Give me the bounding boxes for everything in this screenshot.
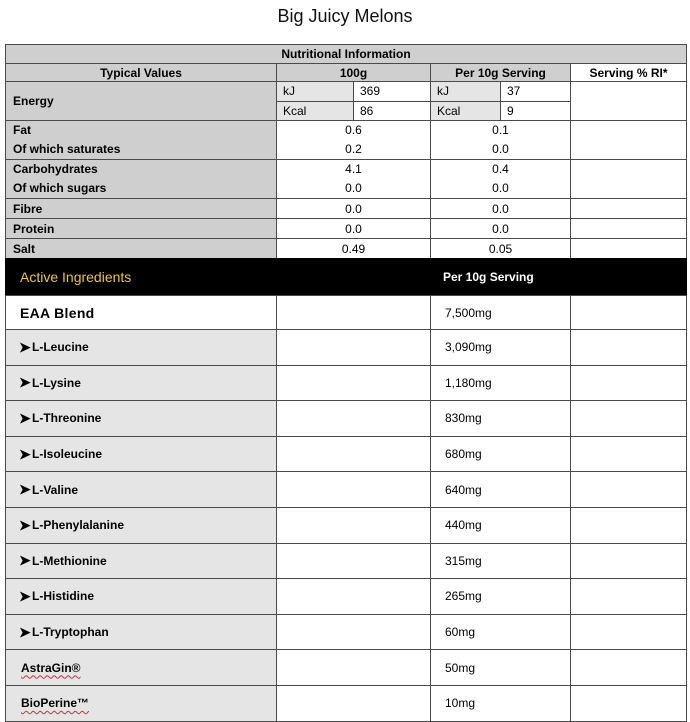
- ingredient-label-cell: [5, 365, 277, 402]
- carbs-label: Carbohydrates: [13, 162, 98, 176]
- eaa-blend-label: EAA Blend: [5, 295, 277, 330]
- col-typical-values: Typical Values: [5, 63, 277, 82]
- energy-10g: [430, 81, 571, 121]
- ingredient-label: L-Methionine: [32, 553, 107, 568]
- ingredient-value: 440mg: [430, 507, 571, 544]
- carbs-ri: [570, 159, 687, 199]
- protein-100g: 0.0: [276, 218, 431, 239]
- ingredient-value: 1,180mg: [430, 365, 571, 402]
- column-header-row: [5, 63, 686, 81]
- protein-ri: [570, 218, 687, 239]
- sugars-100g: 0.0: [345, 181, 362, 195]
- col-ri: Serving % RI*: [570, 63, 687, 82]
- kcal-10g: 9: [507, 103, 514, 118]
- unit-kcal: Kcal: [437, 103, 461, 118]
- ingredient-value: 60mg: [430, 614, 571, 651]
- energy-100g: [276, 81, 431, 121]
- ingredient-label: L-Isoleucine: [32, 447, 103, 462]
- salt-row: [5, 238, 686, 258]
- eaa-blend-value: 7,500mg: [430, 295, 571, 330]
- protein-10g: 0.0: [430, 218, 571, 239]
- bullet-arrow-icon: ➤: [19, 374, 31, 391]
- fat-100g: 0.6: [345, 123, 362, 137]
- ingredient-label-cell: [5, 578, 277, 615]
- sugars-10g: 0.0: [492, 181, 509, 195]
- kcal-100g: 86: [360, 103, 374, 118]
- ingredient-value: 640mg: [430, 471, 571, 508]
- ingredient-value: 3,090mg: [430, 329, 571, 366]
- ingredient-row: [5, 507, 686, 543]
- ingredient-row: [5, 329, 686, 365]
- protein-row: [5, 218, 686, 238]
- ingredient-row: [5, 578, 686, 614]
- sugars-label: Of which sugars: [13, 181, 107, 195]
- col-100g: 100g: [276, 63, 431, 82]
- energy-label: Energy: [5, 81, 277, 121]
- unit-kj: kJ: [431, 82, 500, 102]
- salt-100g: 0.49: [276, 238, 431, 259]
- unit-kj: kJ: [277, 82, 353, 102]
- bullet-arrow-icon: ➤: [19, 445, 31, 462]
- ingredient-row: [5, 436, 686, 472]
- saturates-10g: 0.0: [492, 142, 509, 156]
- ingredient-value: 265mg: [430, 578, 571, 615]
- fat-label: Fat: [13, 123, 31, 137]
- ingredient-label: BioPerine™: [21, 696, 90, 711]
- bullet-arrow-icon: ➤: [19, 481, 31, 498]
- ingredient-row: [5, 685, 686, 721]
- fibre-10g: 0.0: [430, 198, 571, 219]
- table-heading: Nutritional Information: [5, 44, 687, 64]
- ingredient-label-cell: [5, 400, 277, 437]
- ingredient-value: 50mg: [430, 649, 571, 686]
- ingredient-label-cell: [5, 649, 277, 686]
- ingredient-row: [5, 649, 686, 685]
- ingredient-label-cell: [5, 329, 277, 366]
- ingredient-row: [5, 614, 686, 650]
- bullet-arrow-icon: ➤: [19, 623, 31, 640]
- nutrition-table: [5, 44, 686, 721]
- fibre-label: Fibre: [5, 198, 277, 219]
- ingredient-value: 315mg: [430, 543, 571, 580]
- table-title-row: [5, 44, 686, 63]
- ingredient-row: [5, 543, 686, 579]
- ingredient-label: L-Valine: [32, 482, 79, 497]
- bullet-arrow-icon: ➤: [19, 587, 31, 604]
- fat-10g: 0.1: [492, 123, 509, 137]
- fibre-row: [5, 198, 686, 218]
- ingredient-row: [5, 365, 686, 401]
- bullet-arrow-icon: ➤: [19, 516, 31, 533]
- carbs-10g: 0.4: [492, 162, 509, 176]
- fibre-100g: 0.0: [276, 198, 431, 219]
- energy-row: [5, 81, 686, 120]
- ingredient-label-cell: [5, 543, 277, 580]
- carbs-100g: 4.1: [345, 162, 362, 176]
- ingredient-label-cell: [5, 471, 277, 508]
- ingredient-label-cell: [5, 685, 277, 722]
- kj-10g: 37: [501, 82, 571, 102]
- bullet-arrow-icon: ➤: [19, 409, 31, 426]
- ingredient-row: [5, 400, 686, 436]
- ingredient-label: L-Leucine: [32, 340, 89, 355]
- ingredient-label-cell: [5, 614, 277, 651]
- saturates-label: Of which saturates: [13, 142, 121, 156]
- salt-10g: 0.05: [430, 238, 571, 259]
- bullet-arrow-icon: ➤: [19, 552, 31, 569]
- active-ingredients-heading: Active Ingredients: [5, 258, 277, 296]
- energy-ri: [570, 81, 687, 121]
- ingredient-label-cell: [5, 436, 277, 473]
- ingredient-value: 680mg: [430, 436, 571, 473]
- ingredient-label: AstraGin®: [21, 660, 81, 675]
- ingredient-label: L-Tryptophan: [32, 625, 109, 640]
- ingredient-label: L-Histidine: [32, 589, 94, 604]
- kj-100g: 369: [354, 82, 431, 102]
- active-serving-heading: Per 10g Serving: [430, 258, 571, 296]
- fat-row: [5, 120, 686, 159]
- salt-label: Salt: [5, 238, 277, 259]
- ingredient-label: L-Lysine: [32, 375, 81, 390]
- page-title: Big Juicy Melons: [277, 6, 413, 26]
- active-header-row: [5, 258, 686, 295]
- carbs-row: [5, 159, 686, 198]
- ingredient-label: L-Phenylalanine: [32, 518, 125, 533]
- fibre-ri: [570, 198, 687, 219]
- ingredient-row: [5, 471, 686, 507]
- bullet-arrow-icon: ➤: [19, 338, 31, 355]
- ingredient-value: 10mg: [430, 685, 571, 722]
- fat-ri: [570, 120, 687, 160]
- ingredient-label: L-Threonine: [32, 411, 102, 426]
- eaa-blend-row: [5, 295, 686, 329]
- protein-label: Protein: [5, 218, 277, 239]
- unit-kcal: Kcal: [283, 103, 307, 118]
- ingredient-label-cell: [5, 507, 277, 544]
- saturates-100g: 0.2: [345, 142, 362, 156]
- ingredient-value: 830mg: [430, 400, 571, 437]
- salt-ri: [570, 238, 687, 259]
- col-per-10g: Per 10g Serving: [430, 63, 571, 82]
